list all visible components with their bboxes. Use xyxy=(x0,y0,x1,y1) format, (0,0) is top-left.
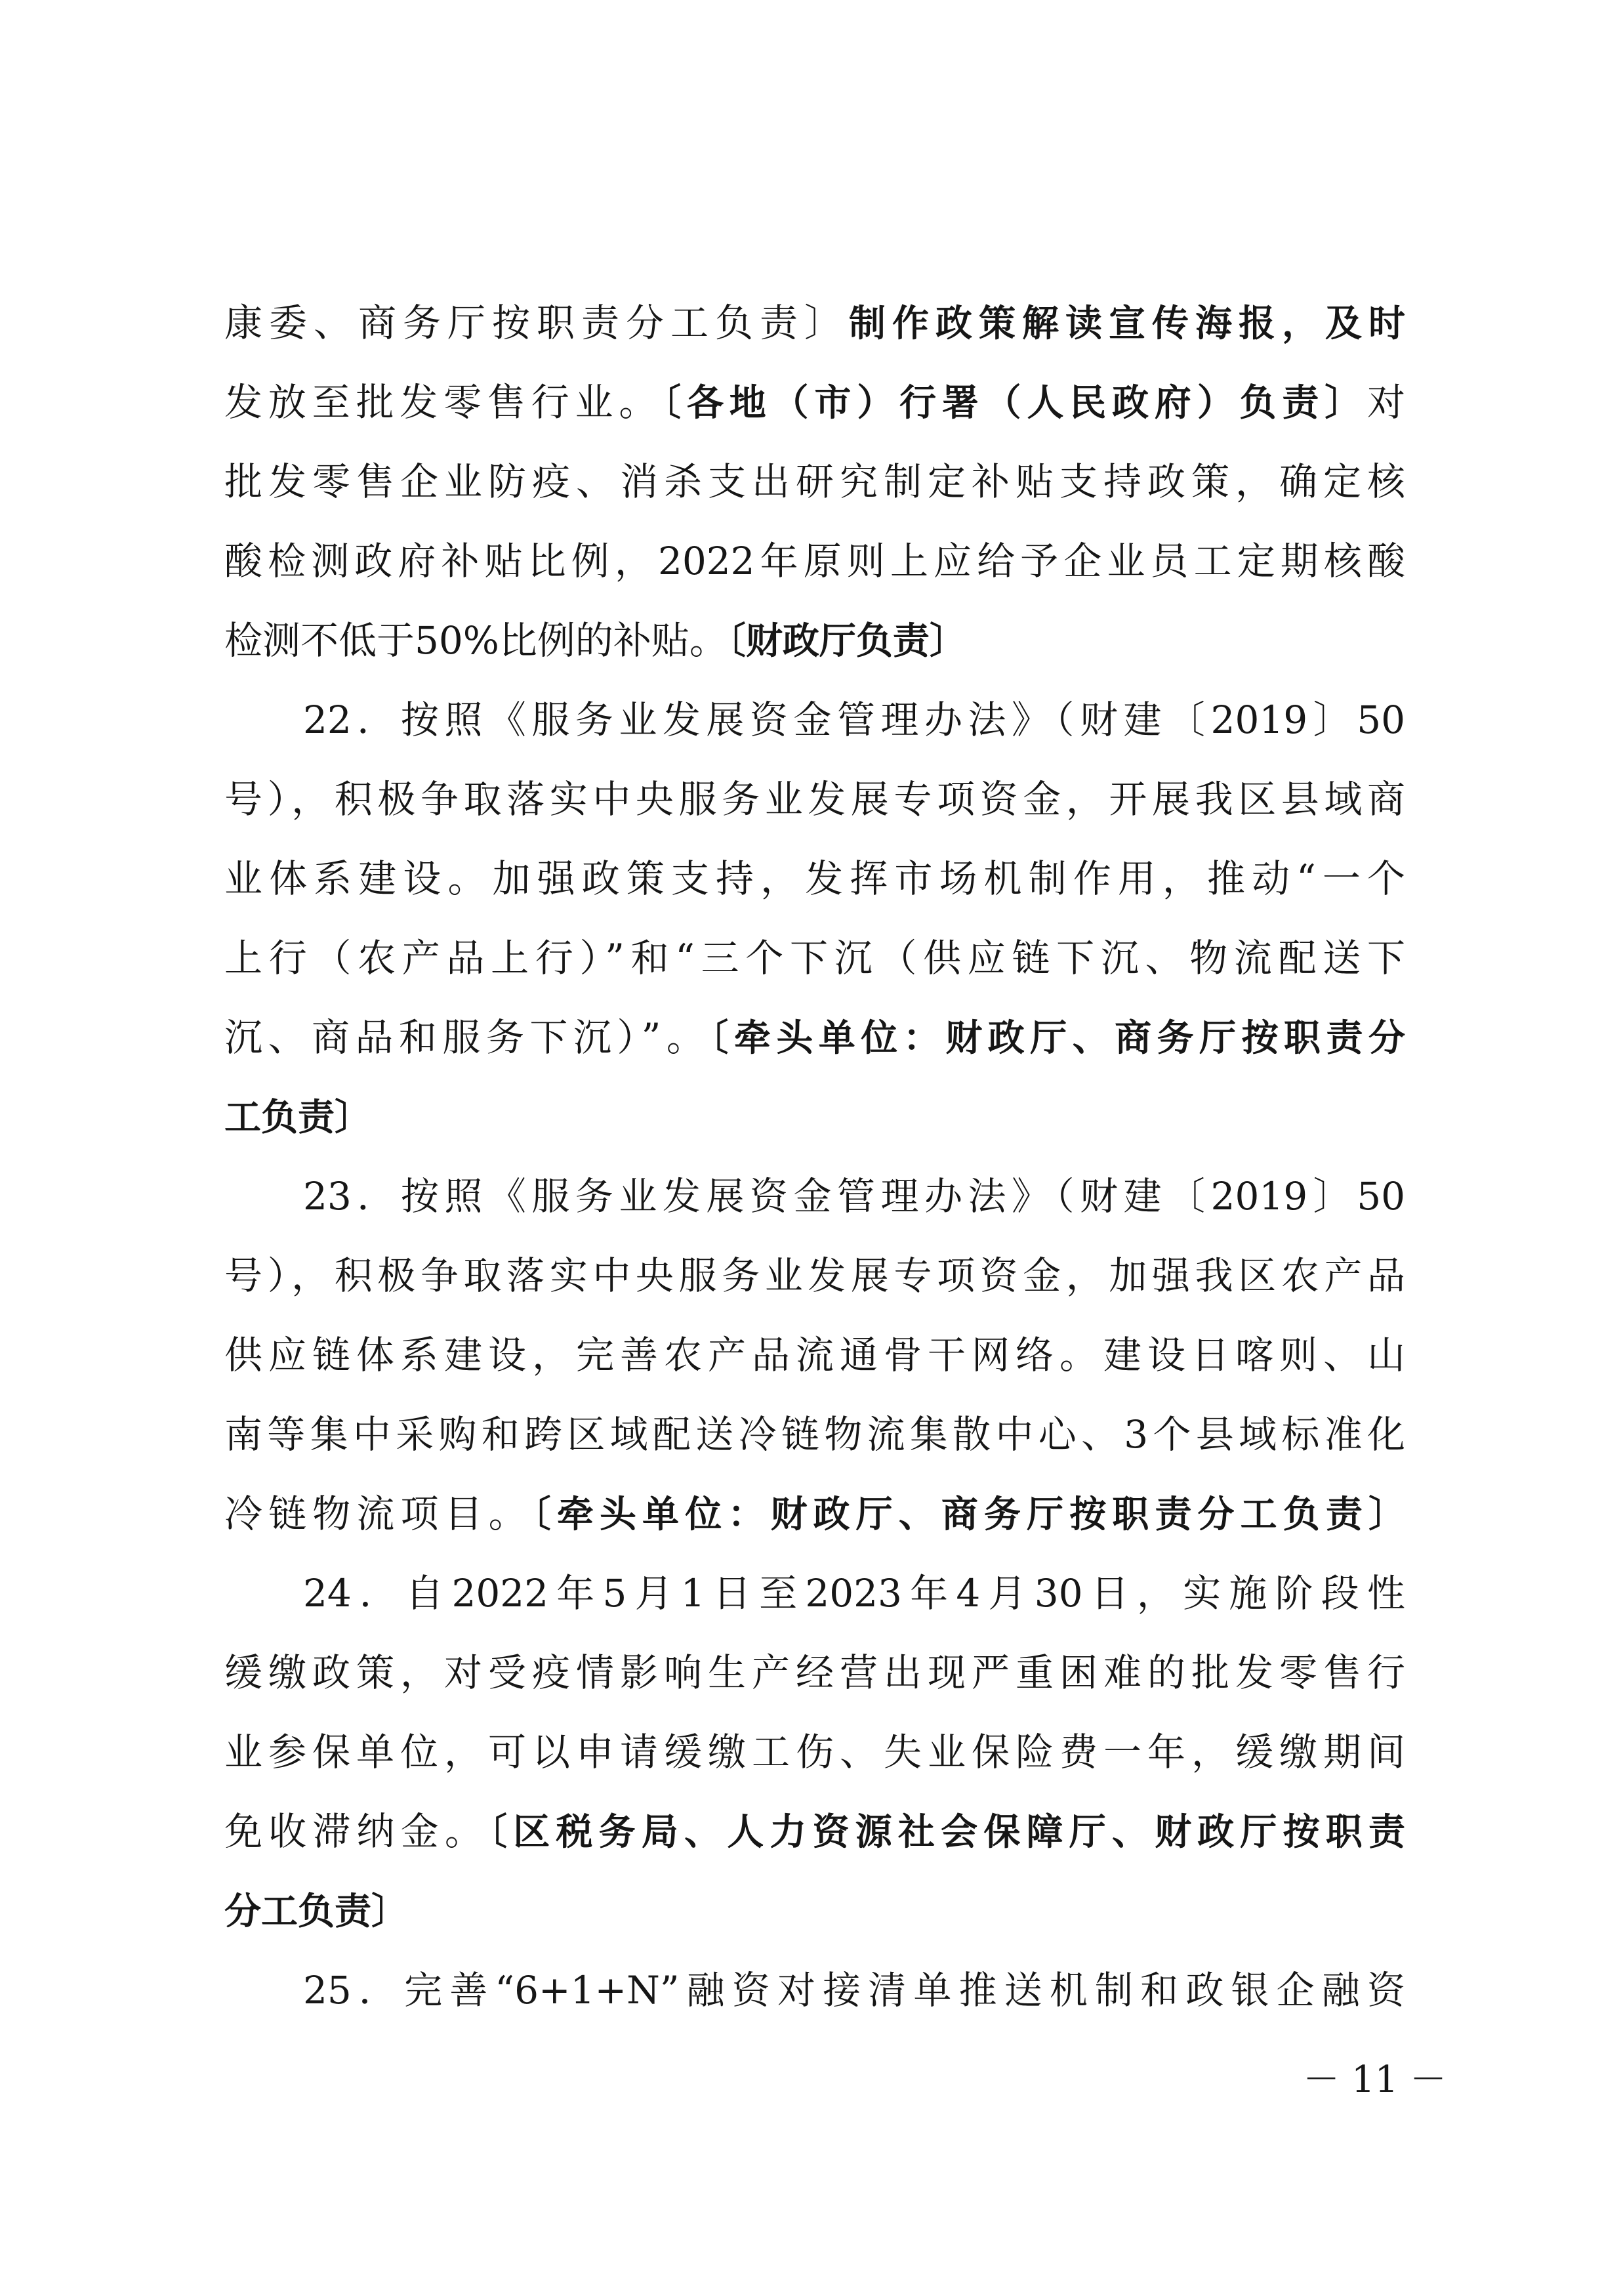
text-line: 南等集中采购和跨区域配送冷链物流集散中心、3个县域标准化 xyxy=(224,1412,1405,1457)
paragraph-25-start: 25．完善“6+1+N”融资对接清单推送机制和政银企融资 xyxy=(303,1968,1405,2013)
document-body xyxy=(224,283,1405,2030)
text-line: 发放至批发零售行业。〔各地（市）行署（人民政府）负责〕对 xyxy=(224,380,1405,425)
paragraph-24-start: 24．自2022年5月1日至2023年4月30日，实施阶段性 xyxy=(303,1571,1405,1616)
text-line: 沉、商品和服务下沉）”。〔牵头单位：财政厅、商务厅按职责分 xyxy=(224,1015,1405,1060)
text-line: 供应链体系建设，完善农产品流通骨干网络。建设日喀则、山 xyxy=(224,1333,1405,1377)
text-line: 缓缴政策，对受疫情影响生产经营出现严重困难的批发零售行 xyxy=(224,1650,1405,1695)
paragraph-22-start: 22．按照《服务业发展资金管理办法》（财建〔2019〕50 xyxy=(303,698,1405,742)
text-line: 业参保单位，可以申请缓缴工伤、失业保险费一年，缓缴期间 xyxy=(224,1730,1405,1774)
paragraph-23-start: 23．按照《服务业发展资金管理办法》（财建〔2019〕50 xyxy=(303,1174,1405,1219)
page-number: － 11 － xyxy=(1303,2058,1447,2101)
text-line: 工负责〕 xyxy=(224,1096,371,1139)
text-line: 批发零售企业防疫、消杀支出研究制定补贴支持政策，确定核 xyxy=(224,459,1405,504)
text-line: 上行（农产品上行）”和“三个下沉（供应链下沉、物流配送下 xyxy=(224,936,1405,980)
text-line: 号），积极争取落实中央服务业发展专项资金，加强我区农产品 xyxy=(224,1253,1405,1298)
text-line: 康委、商务厅按职责分工负责〕制作政策解读宣传海报，及时 xyxy=(224,301,1405,345)
text-line: 分工负责〕 xyxy=(224,1890,408,1933)
text-line: 冷链物流项目。〔牵头单位：财政厅、商务厅按职责分工负责〕 xyxy=(224,1492,1405,1536)
text-line: 免收滞纳金。〔区税务局、人力资源社会保障厅、财政厅按职责 xyxy=(224,1809,1405,1854)
text-line: 业体系建设。加强政策支持，发挥市场机制作用，推动“一个 xyxy=(224,856,1405,901)
text-line: 号），积极争取落实中央服务业发展专项资金，开展我区县域商 xyxy=(224,777,1405,822)
text-line: 酸检测政府补贴比例，2022年原则上应给予企业员工定期核酸 xyxy=(224,539,1405,583)
text-line: 检测不低于50%比例的补贴。〔财政厅负责〕 xyxy=(224,618,966,663)
